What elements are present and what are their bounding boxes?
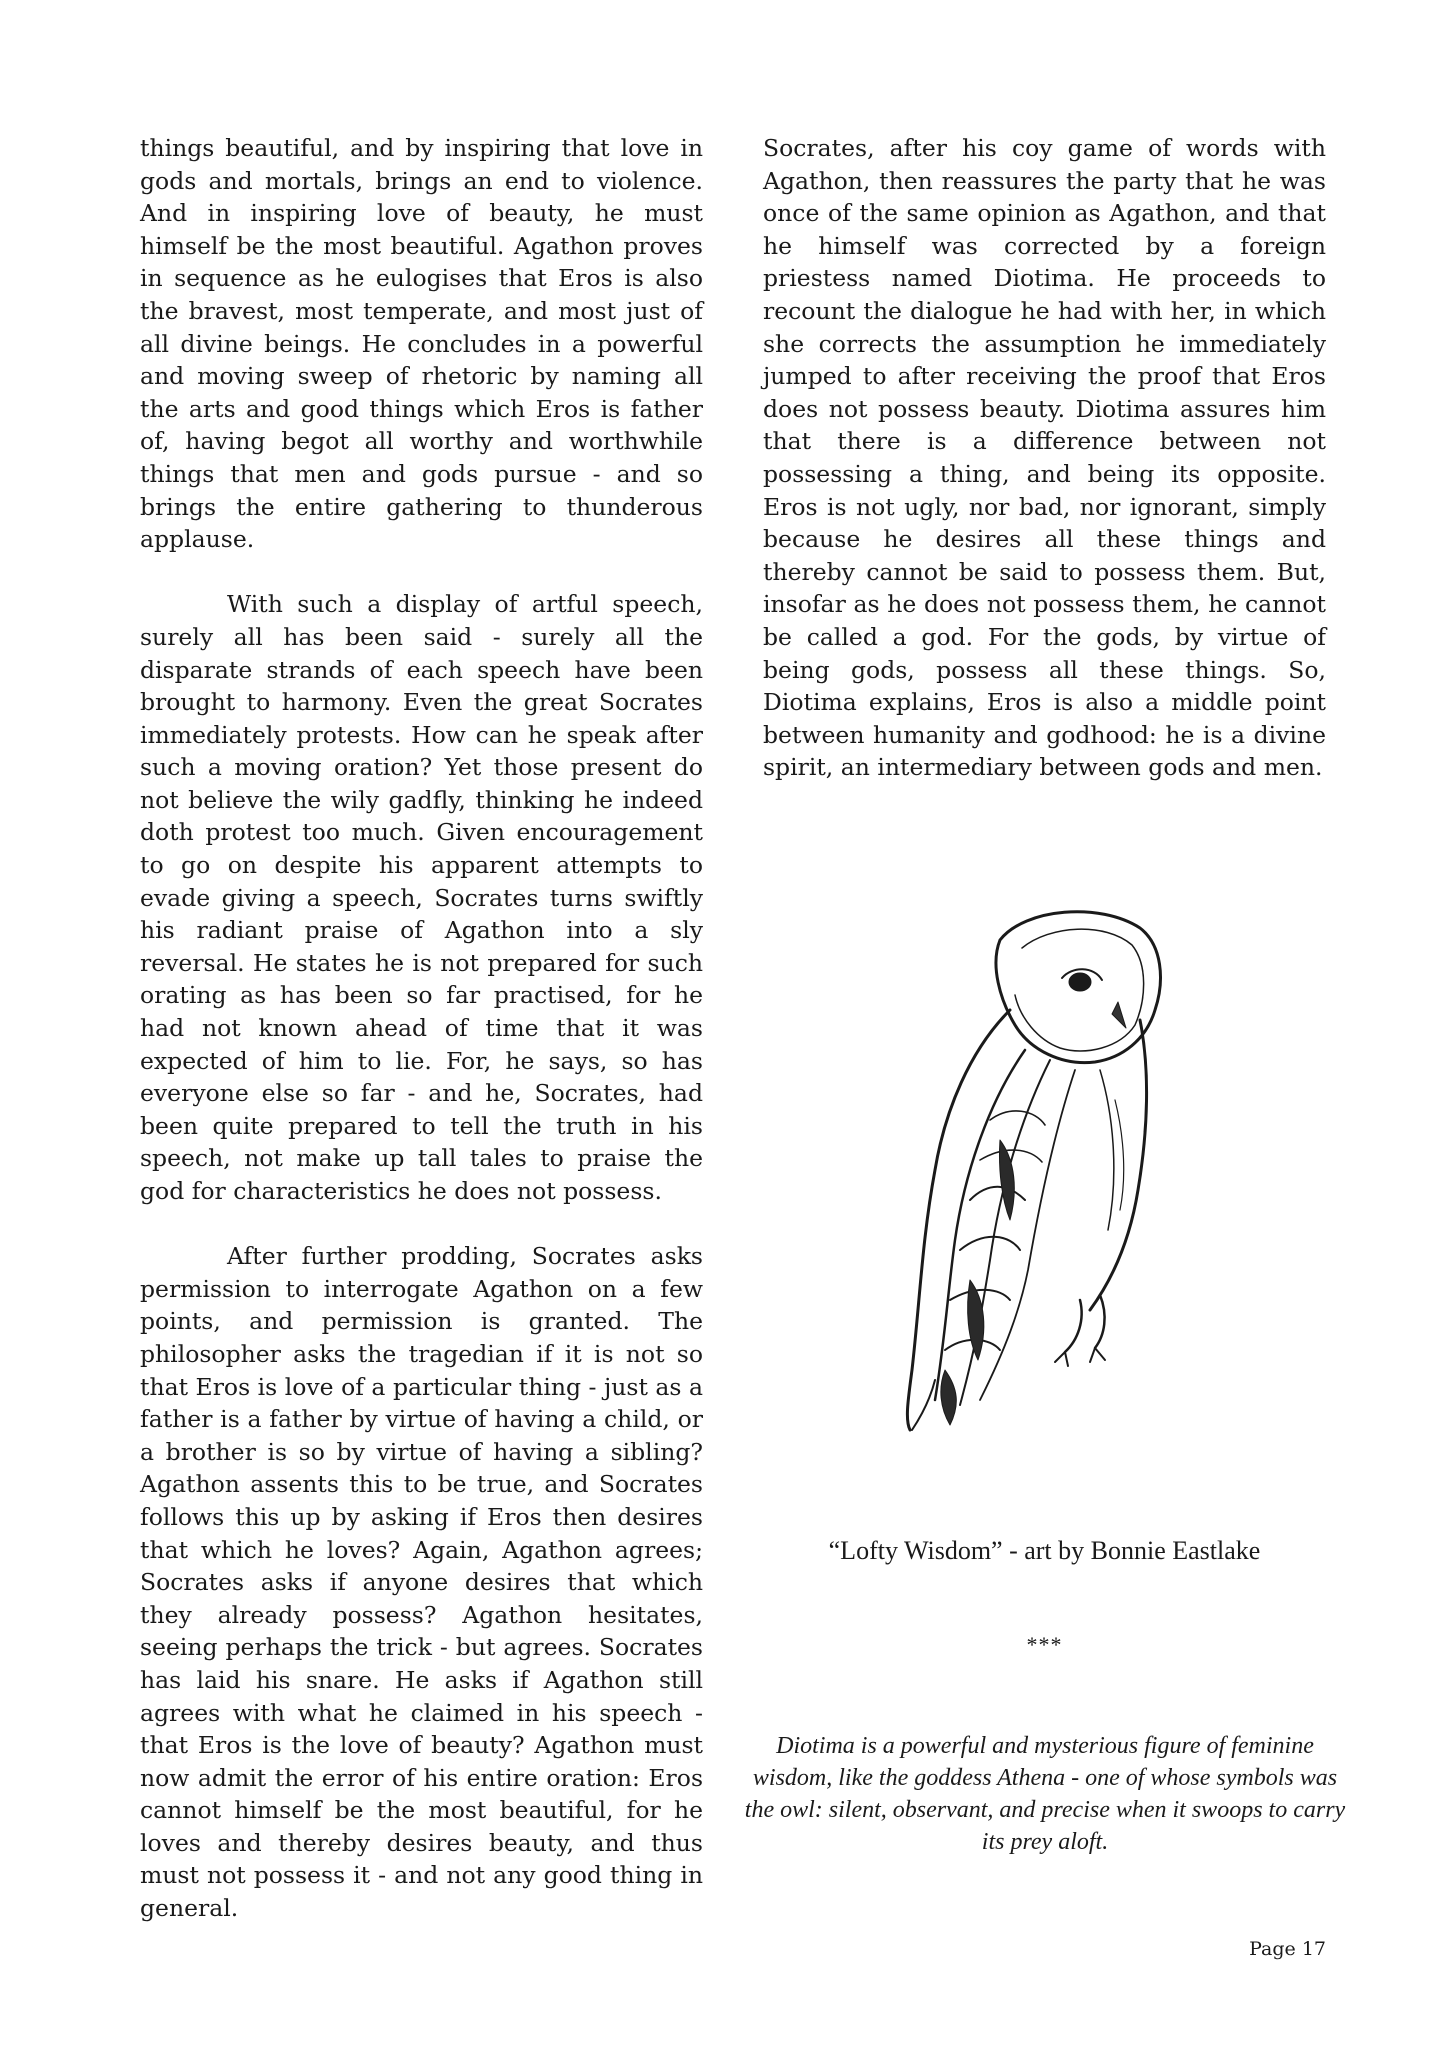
body-paragraph: After further prodding, Socrates asks permission to interrogate Agathon on a few points, and permission is granted. The philosopher asks the tragedian if it is not so that Eros is love of a particular thing - just as a father is a father by virtue of having a child, or a brother is so by virtue of having a sibling? Agathon assents this to be true, and Socrates follows this up by asking if Eros then desires that which he loves? Again, Agathon agrees; Socrates asks if anyone desires that which they already possess? Agathon hesitates, seeing perhaps the trick - but agrees. Socrates has laid his snare. He asks if Agathon still agrees with what he claimed in his speech - that Eros is the love of beauty? Agathon must now admit the error of his entire oration: Eros cannot himself be the most beautiful, for he loves and thereby desires beauty, and thus must not possess it - and not any good thing in general. xyxy=(140,1242,703,1923)
left-text-column xyxy=(140,132,703,1957)
section-separator: *** xyxy=(1026,1632,1063,1657)
owl-illustration xyxy=(850,900,1250,1440)
body-paragraph: things beautiful, and by inspiring that love in gods and mortals, brings an end to violence. And in inspiring love of beauty, he must himself be the most beautiful. Agathon proves in sequence as he eulogises that Eros is also the bravest, most temperate, and most just of all divine beings. He concludes in a powerful and moving sweep of rhetoric by naming all the arts and good things which Eros is father of, having begot all worthy and worthwhile things that men and gods pursue - and so brings the entire gathering to thunderous applause. xyxy=(140,134,703,554)
right-text-column xyxy=(763,132,1326,816)
body-paragraph: With such a display of artful speech, surely all has been said - surely all the disparate strands of each speech have been brought to harmony. Even the great Socrates immediately protests. How can he speak after such a moving oration? Yet those present do not believe the wily gadfly, thinking he indeed doth protest too much. Given encouragement to go on despite his apparent attempts to evade giving a speech, Socrates turns swiftly his radiant praise of Agathon into a sly reversal. He states he is not prepared for such orating as has been so far practised, for he had not known ahead of time that it was expected of him to lie. For, he says, so has everyone else so far - and he, Socrates, had been quite prepared to tell the truth in his speech, not make up tall tales to praise the god for characteristics he does not possess. xyxy=(140,590,703,1205)
page-number: Page 17 xyxy=(1249,1938,1326,1960)
sidebar-note: Diotima is a powerful and mysterious figure of feminine wisdom, like the goddess Athena - one of whose symbols was the owl: silent, observant, and precise when it swoops to carry its prey aloft. xyxy=(744,1733,1346,1855)
figure-caption: “Lofty Wisdom” - art by Bonnie Eastlake xyxy=(828,1536,1261,1565)
owl-icon xyxy=(850,900,1250,1440)
body-paragraph: Socrates, after his coy game of words with Agathon, then reassures the party that he was once of the same opinion as Agathon, and that he himself was corrected by a foreign priestess named Diotima. He proceeds to recount the dialogue he had with her, in which she corrects the assumption he immediately jumped to after receiving the proof that Eros does not possess beauty. Diotima assures him that there is a difference between not possessing a thing, and being its opposite. Eros is not ugly, nor bad, nor ignorant, simply because he desires all these things and thereby cannot be said to possess them. But, insofar as he does not possess them, he cannot be called a god. For the gods, by virtue of being gods, possess all these things. So, Diotima explains, Eros is also a middle point between humanity and godhood: he is a divine spirit, an intermediary between gods and men. xyxy=(763,134,1326,782)
